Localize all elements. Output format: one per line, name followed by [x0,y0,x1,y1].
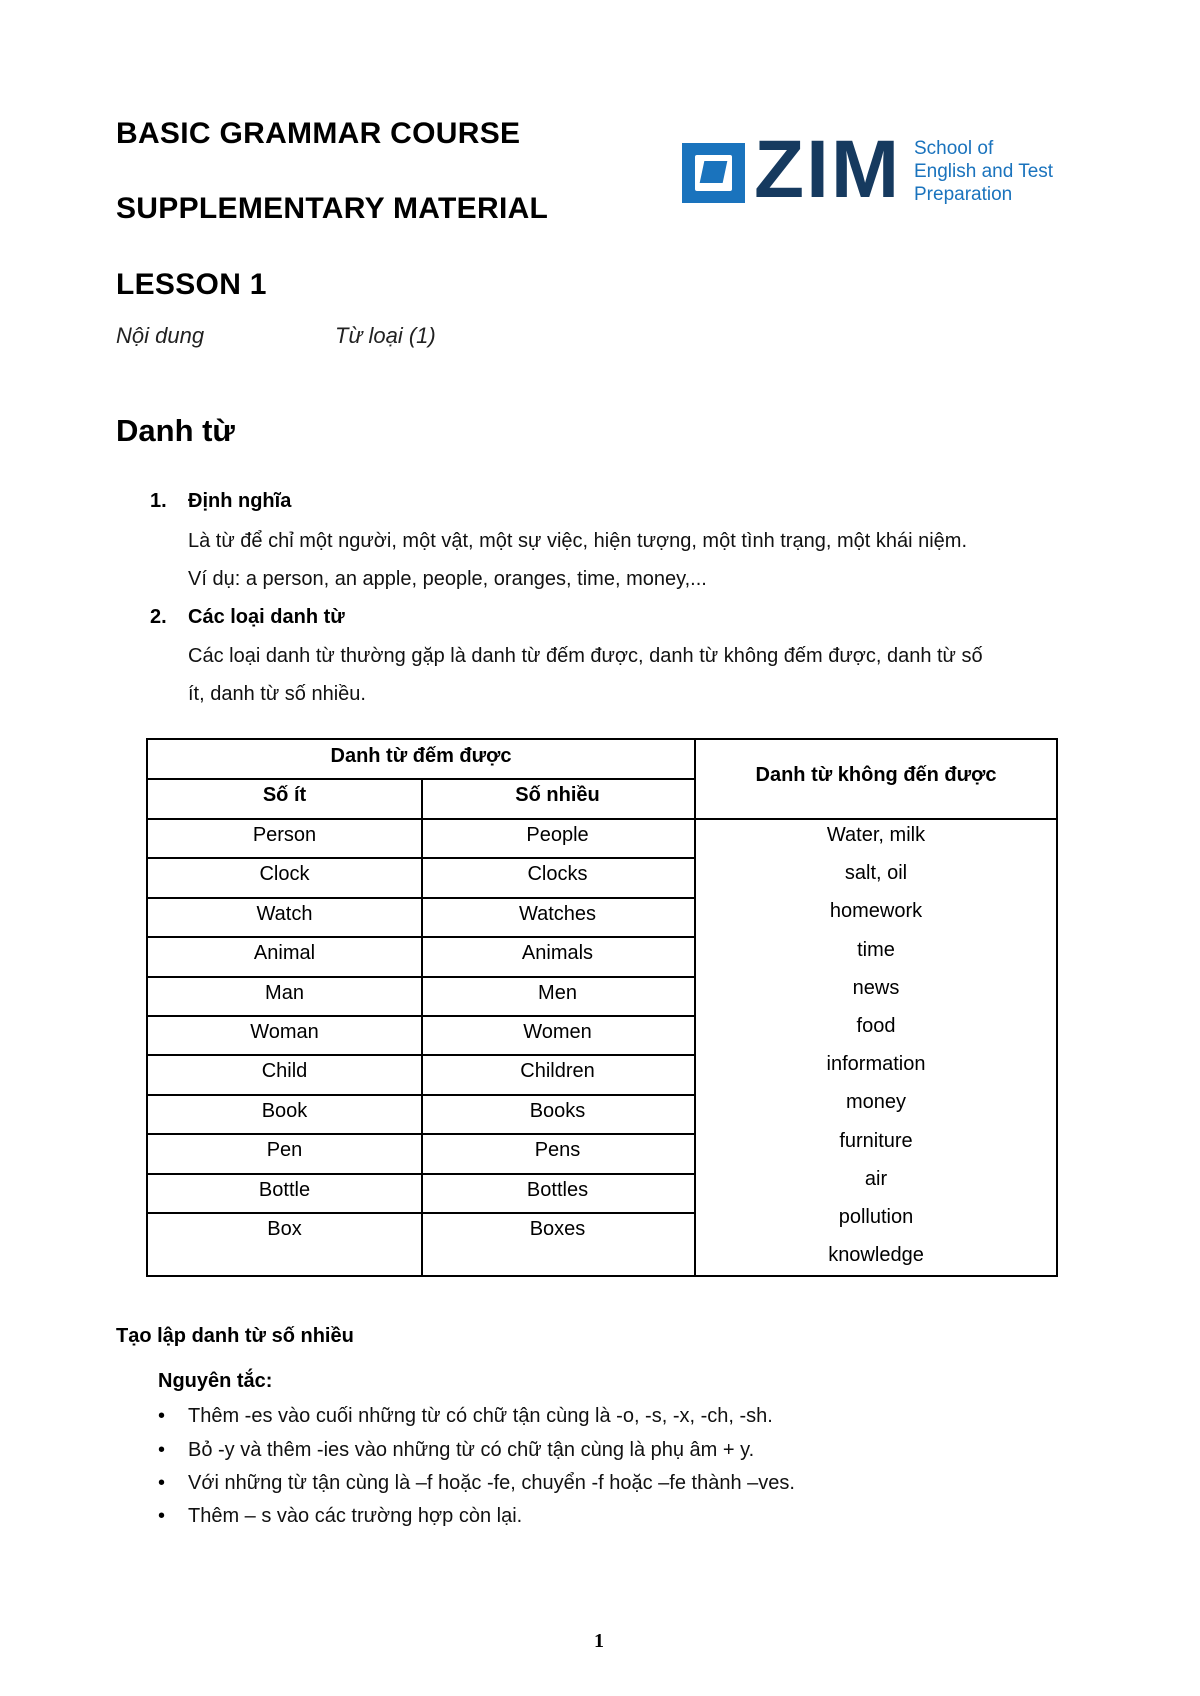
paragraph-line: Các loại danh từ thường gặp là danh từ đếm được, danh từ không đếm được, danh từ số [188,645,983,667]
item-heading: Các loại danh từ [188,606,345,628]
singular-cell: Pen [266,1139,303,1162]
logo-sub-line: Preparation [914,184,1013,205]
bullet-icon: • [158,1505,166,1527]
uncountable-cell: knowledge [828,1244,924,1267]
plural-cell: Animals [521,942,594,965]
singular-cell: Animal [253,942,316,965]
uncountable-cell: news [852,976,900,999]
rule-bullet: Bỏ -y và thêm -ies vào những từ có chữ tận cùng là phụ âm + y. [188,1439,755,1461]
singular-cell: Box [267,1218,302,1240]
logo-sub-line: School of [914,138,994,159]
bullet-icon: • [158,1472,166,1494]
plural-cell: Women [523,1021,592,1043]
uncountable-header: Danh từ không đến được [755,764,997,786]
uncountable-cell: money [845,1091,907,1114]
uncountable-cell: food [856,1015,896,1037]
plural-cell: Children [520,1060,595,1083]
page-number: 1 [594,1630,604,1652]
countable-header: Danh từ đếm được [330,745,512,767]
plural-cell: Boxes [529,1218,586,1240]
plural-cell: Watches [518,902,597,925]
item-number: 2. [150,606,167,628]
singular-cell: Watch [256,902,313,925]
plural-cell: Bottles [526,1178,589,1201]
bullet-icon: • [158,1439,166,1461]
lesson-title: LESSON 1 [116,268,267,301]
content-label: Nội dung [116,323,205,348]
uncountable-cell: information [826,1053,926,1076]
singular-cell: Woman [250,1021,319,1043]
plural-cell: Men [538,981,577,1004]
paragraph-line: ít, danh từ số nhiều. [188,683,366,705]
zim-logo [682,124,1082,215]
plural-cell: Clocks [527,863,588,886]
content-value: Từ loại (1) [335,323,436,348]
noun-table [146,738,1058,1277]
rule-title: Nguyên tắc: [158,1370,273,1392]
uncountable-cell: furniture [839,1129,913,1152]
uncountable-cell: pollution [838,1206,914,1228]
section-title: Danh từ [116,413,235,448]
uncountable-cell: air [864,1167,888,1190]
plural-header: Số nhiều [515,784,600,806]
plural-section-title: Tạo lập danh từ số nhiều [116,1325,354,1347]
rule-bullet: Thêm -es vào cuối những từ có chữ tận cùng là -o, -s, -x, -ch, -sh. [188,1405,773,1427]
uncountable-cell: Water, milk [826,824,926,846]
bullet-icon: • [158,1405,166,1427]
uncountable-cell: homework [829,900,923,923]
plural-cell: People [526,824,589,846]
item-number: 1. [150,490,167,512]
singular-cell: Clock [259,863,310,886]
singular-header: Số ít [262,784,307,806]
course-title: BASIC GRAMMAR COURSE [116,117,521,150]
singular-cell: Person [252,824,317,846]
singular-cell: Book [261,1099,308,1122]
material-title: SUPPLEMENTARY MATERIAL [116,192,549,225]
singular-cell: Man [265,981,304,1004]
rule-bullet: Với những từ tận cùng là –f hoặc -fe, chuyển -f hoặc –fe thành –ves. [188,1472,795,1494]
singular-cell: Child [261,1060,308,1083]
singular-cell: Bottle [258,1178,311,1201]
logo-subtitle [914,137,1053,206]
uncountable-cell: time [857,938,895,961]
book-icon [682,143,745,203]
item-heading: Định nghĩa [188,490,292,512]
logo-brand: ZIM [754,124,902,215]
rule-bullet: Thêm – s vào các trường hợp còn lại. [188,1505,523,1527]
uncountable-cell: salt, oil [844,862,908,885]
paragraph-line: Ví dụ: a person, an apple, people, oranges, time, money,... [188,568,707,590]
logo-sub-line: English and Test [914,161,1054,182]
plural-cell: Pens [534,1139,581,1162]
paragraph-line: Là từ để chỉ một người, một vật, một sự việc, hiện tượng, một tình trạng, một khái niệm. [188,530,967,552]
plural-cell: Books [529,1099,586,1122]
